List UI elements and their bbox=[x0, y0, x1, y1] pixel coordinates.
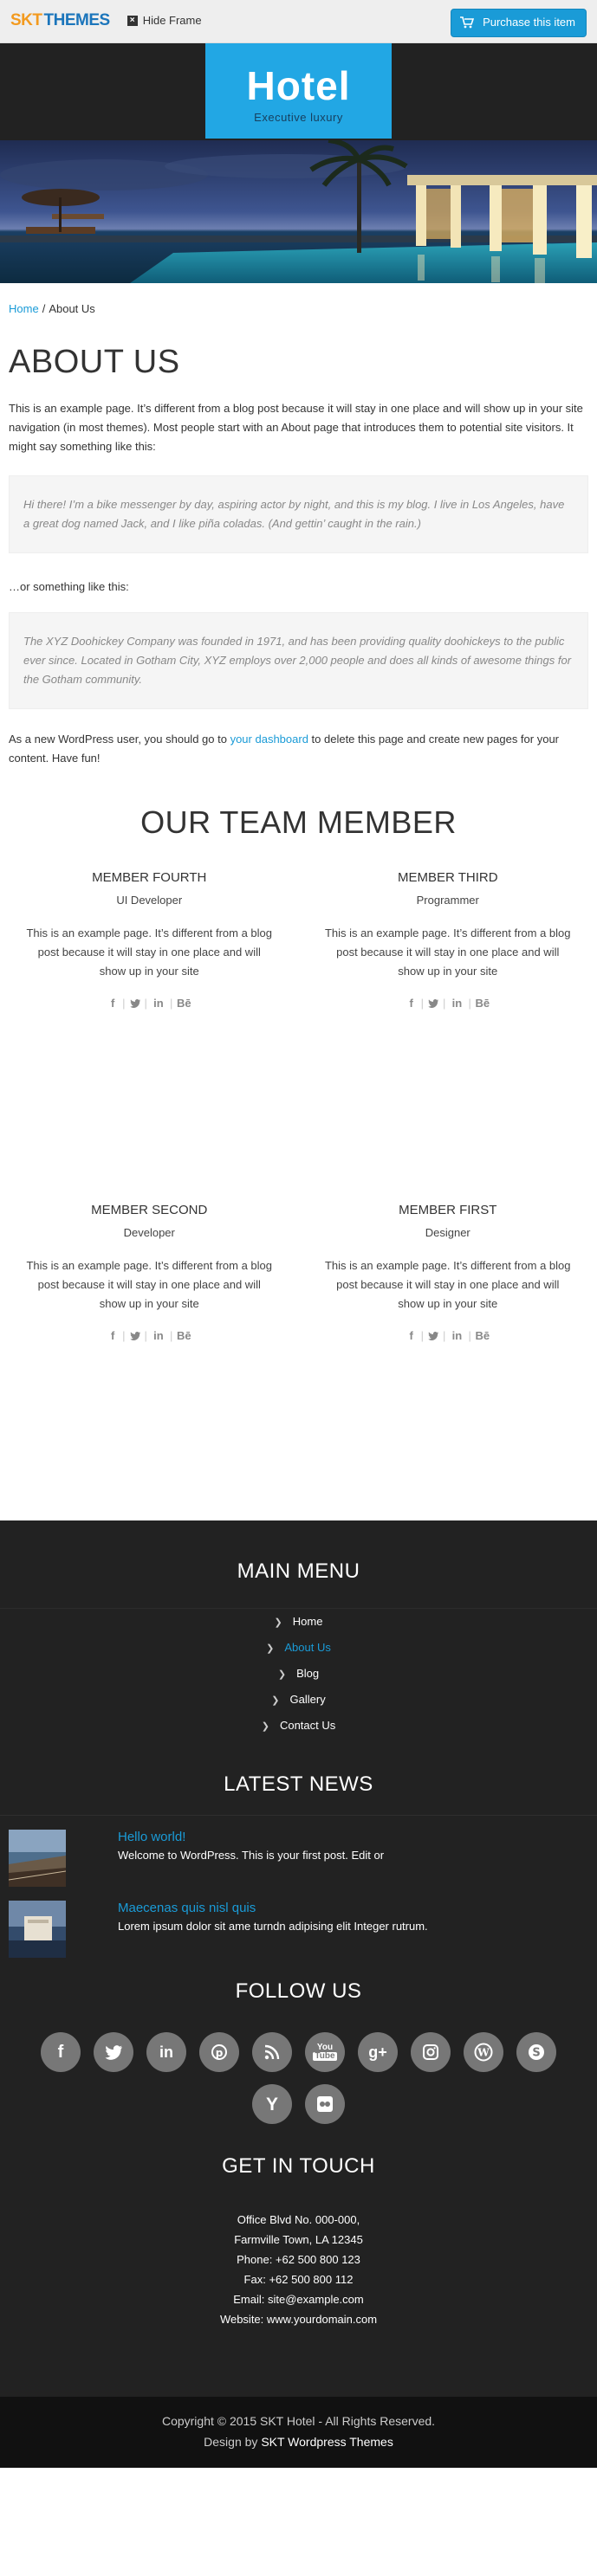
footer-menu-item-contact-us[interactable]: ❯ Contact Us bbox=[261, 1718, 336, 1732]
news-item bbox=[0, 1887, 597, 1958]
linkedin-icon[interactable]: in bbox=[153, 996, 164, 1010]
linkedin-icon[interactable]: in bbox=[153, 1328, 164, 1342]
get-in-touch-title: GET IN TOUCH bbox=[222, 2154, 375, 2179]
design-credit-link[interactable]: SKT Wordpress Themes bbox=[261, 2434, 393, 2449]
youtube-icon[interactable]: You Tube bbox=[305, 2032, 345, 2072]
news-excerpt: Welcome to WordPress. This is your first post. Edit or bbox=[118, 1848, 385, 1862]
social-icons-row bbox=[39, 2032, 559, 2124]
address-line-2: Farmville Town, LA 12345 bbox=[234, 2232, 363, 2246]
hide-frame-label: Hide Frame bbox=[142, 14, 202, 28]
news-excerpt: Lorem ipsum dolor sit ame turndn adipising elit Integer rutrum. bbox=[118, 1919, 428, 1933]
news-item bbox=[0, 1816, 597, 1887]
site-logo[interactable] bbox=[205, 43, 392, 139]
rss-icon[interactable] bbox=[252, 2032, 292, 2072]
chevron-right-icon: ❯ bbox=[271, 1695, 280, 1706]
page-title: ABOUT US bbox=[9, 343, 180, 380]
chevron-right-icon: ❯ bbox=[274, 1617, 282, 1628]
member-social-links: f | | in | Bē bbox=[308, 995, 589, 1013]
hero-banner-image bbox=[0, 140, 597, 283]
contact-info bbox=[0, 2210, 597, 2397]
hide-frame-link[interactable] bbox=[127, 12, 202, 30]
latest-news-title: LATEST NEWS bbox=[224, 1772, 373, 1796]
twitter-icon[interactable] bbox=[129, 997, 141, 1010]
twitter-icon[interactable] bbox=[94, 2032, 133, 2072]
fax-number: Fax: +62 500 800 112 bbox=[243, 2272, 354, 2286]
behance-icon[interactable]: Bē bbox=[177, 1328, 191, 1342]
phone-number: Phone: +62 500 800 123 bbox=[237, 2252, 360, 2266]
linkedin-icon[interactable]: in bbox=[451, 1328, 463, 1342]
instagram-icon[interactable] bbox=[411, 2032, 451, 2072]
member-name: MEMBER FOURTH bbox=[92, 870, 207, 886]
copyright-text: Copyright © 2015 SKT Hotel - All Rights Reserved. bbox=[161, 2413, 436, 2428]
linkedin-icon[interactable]: in bbox=[451, 996, 463, 1010]
member-description: This is an example page. It’s different from a blog post because it will stay in one place and will show up in your site bbox=[324, 1258, 571, 1310]
blockquote-2: The XYZ Doohickey Company was founded in 1971, and has been providing quality doohickeys to the public ever since. Located in Gotham City, XYZ employs over 2,000 people and does all kinds of awesome things for the Gotham community. bbox=[9, 612, 588, 709]
copyright-bar bbox=[0, 2397, 597, 2468]
team-grid bbox=[9, 868, 588, 1520]
page-content bbox=[0, 300, 597, 1520]
site-footer bbox=[0, 1520, 597, 2468]
news-title-link[interactable]: Hello world! bbox=[118, 1829, 186, 1844]
ycombinator-icon[interactable]: Y bbox=[252, 2084, 292, 2124]
site-header bbox=[0, 43, 597, 140]
purchase-label: Purchase this item bbox=[483, 16, 575, 29]
news-title-link[interactable]: Maecenas quis nisl quis bbox=[118, 1900, 256, 1915]
team-member-card bbox=[9, 868, 290, 1200]
footer-menu-item-home[interactable]: ❯ Home bbox=[274, 1614, 323, 1628]
facebook-icon[interactable]: f bbox=[110, 996, 115, 1010]
member-role: Developer bbox=[123, 1226, 175, 1240]
chevron-right-icon: ❯ bbox=[266, 1643, 275, 1654]
site-title: Hotel bbox=[246, 63, 351, 108]
follow-us-title: FOLLOW US bbox=[235, 1979, 362, 2003]
news-thumbnail[interactable] bbox=[9, 1901, 66, 1958]
footer-menu-item-about-us[interactable]: ❯ About Us bbox=[266, 1640, 331, 1654]
wordpress-icon[interactable] bbox=[464, 2032, 503, 2072]
facebook-icon[interactable]: f bbox=[409, 996, 413, 1010]
latest-news-list bbox=[0, 1815, 597, 1958]
blockquote-1: Hi there! I’m a bike messenger by day, aspiring actor by night, and this is my blog. I live in Los Angeles, have a great dog named Jack, and I like piña coladas. (And gettin’ caught in the rain.) bbox=[9, 475, 588, 553]
team-member-card bbox=[308, 1200, 589, 1520]
outro-paragraph bbox=[9, 730, 588, 768]
breadcrumb bbox=[9, 300, 588, 319]
team-member-card bbox=[9, 1200, 290, 1520]
outro-text-after: to delete this page and create new pages for your content. Have fun! bbox=[9, 732, 560, 765]
middle-paragraph: …or something like this: bbox=[9, 579, 129, 593]
footer-menu-item-gallery[interactable]: ❯ Gallery bbox=[271, 1692, 326, 1706]
facebook-icon[interactable]: f bbox=[41, 2032, 81, 2072]
member-name: MEMBER SECOND bbox=[91, 1203, 208, 1218]
footer-menu-item-blog[interactable]: ❯ Blog bbox=[277, 1666, 320, 1680]
design-credit: Design by SKT Wordpress Themes bbox=[204, 2434, 393, 2449]
flickr-icon[interactable] bbox=[305, 2084, 345, 2124]
chevron-right-icon: ❯ bbox=[261, 1721, 269, 1732]
member-social-links: f | | in | Bē bbox=[308, 1327, 589, 1346]
logo-themes-text: THEMES bbox=[43, 11, 110, 30]
behance-icon[interactable]: Bē bbox=[475, 996, 490, 1010]
member-social-links: f | | in | Bē bbox=[9, 995, 290, 1013]
logo-skt-text: SKT bbox=[10, 11, 42, 30]
svg-text:S: S bbox=[532, 2046, 541, 2060]
chevron-right-icon: ❯ bbox=[277, 1669, 287, 1680]
theme-demo-bar bbox=[0, 0, 597, 43]
main-menu-title: MAIN MENU bbox=[237, 1559, 360, 1584]
pinterest-icon[interactable] bbox=[199, 2032, 239, 2072]
member-name: MEMBER THIRD bbox=[397, 870, 498, 886]
skt-themes-logo[interactable] bbox=[10, 8, 110, 34]
address-line-1: Office Blvd No. 000-000, bbox=[237, 2212, 360, 2226]
member-role: Designer bbox=[425, 1226, 470, 1240]
behance-icon[interactable]: Bē bbox=[475, 1328, 490, 1342]
breadcrumb-home-link[interactable]: Home bbox=[9, 302, 39, 315]
member-role: UI Developer bbox=[116, 894, 183, 907]
linkedin-icon[interactable]: in bbox=[146, 2032, 186, 2072]
member-role: Programmer bbox=[416, 894, 479, 907]
email-address[interactable]: Email: site@example.com bbox=[233, 2292, 364, 2306]
close-icon: × bbox=[127, 16, 138, 26]
facebook-icon[interactable]: f bbox=[110, 1328, 115, 1342]
behance-icon[interactable]: Bē bbox=[177, 996, 191, 1010]
footer-main-menu bbox=[0, 1608, 597, 1739]
skype-icon[interactable] bbox=[516, 2032, 556, 2072]
breadcrumb-current: About Us bbox=[49, 302, 95, 315]
dashboard-link[interactable]: your dashboard bbox=[230, 732, 308, 746]
cart-icon bbox=[460, 16, 474, 29]
breadcrumb-separator: / bbox=[42, 302, 46, 315]
website-address[interactable]: Website: www.yourdomain.com bbox=[219, 2312, 378, 2326]
member-social-links: f | | in | Bē bbox=[9, 1327, 290, 1346]
svg-text:W: W bbox=[477, 2046, 490, 2059]
twitter-icon[interactable] bbox=[427, 1330, 439, 1342]
member-description: This is an example page. It’s different from a blog post because it will stay in one place and will show up in your site bbox=[26, 926, 272, 978]
member-description: This is an example page. It’s different from a blog post because it will stay in one place and will show up in your site bbox=[324, 926, 571, 978]
site-tagline: Executive luxury bbox=[254, 111, 343, 124]
facebook-icon[interactable]: f bbox=[409, 1328, 413, 1342]
twitter-icon[interactable] bbox=[427, 997, 439, 1010]
intro-paragraph: This is an example page. It’s different from a blog post because it will stay in one place and will show up in your site navigation (in most themes). Most people start with an About page that introduces them to potential site visitors. It might say something like this: bbox=[9, 401, 583, 453]
member-name: MEMBER FIRST bbox=[399, 1203, 497, 1218]
team-member-card bbox=[308, 868, 589, 1200]
twitter-icon[interactable] bbox=[129, 1330, 141, 1342]
svg-text:p: p bbox=[215, 2047, 224, 2060]
outro-text-before: As a new WordPress user, you should go to bbox=[9, 732, 230, 746]
member-description: This is an example page. It’s different from a blog post because it will stay in one place and will show up in your site bbox=[26, 1258, 272, 1310]
purchase-button[interactable] bbox=[451, 9, 587, 37]
google-plus-icon[interactable]: g+ bbox=[358, 2032, 398, 2072]
news-thumbnail[interactable] bbox=[9, 1830, 66, 1887]
team-section-title: OUR TEAM MEMBER bbox=[140, 804, 457, 840]
